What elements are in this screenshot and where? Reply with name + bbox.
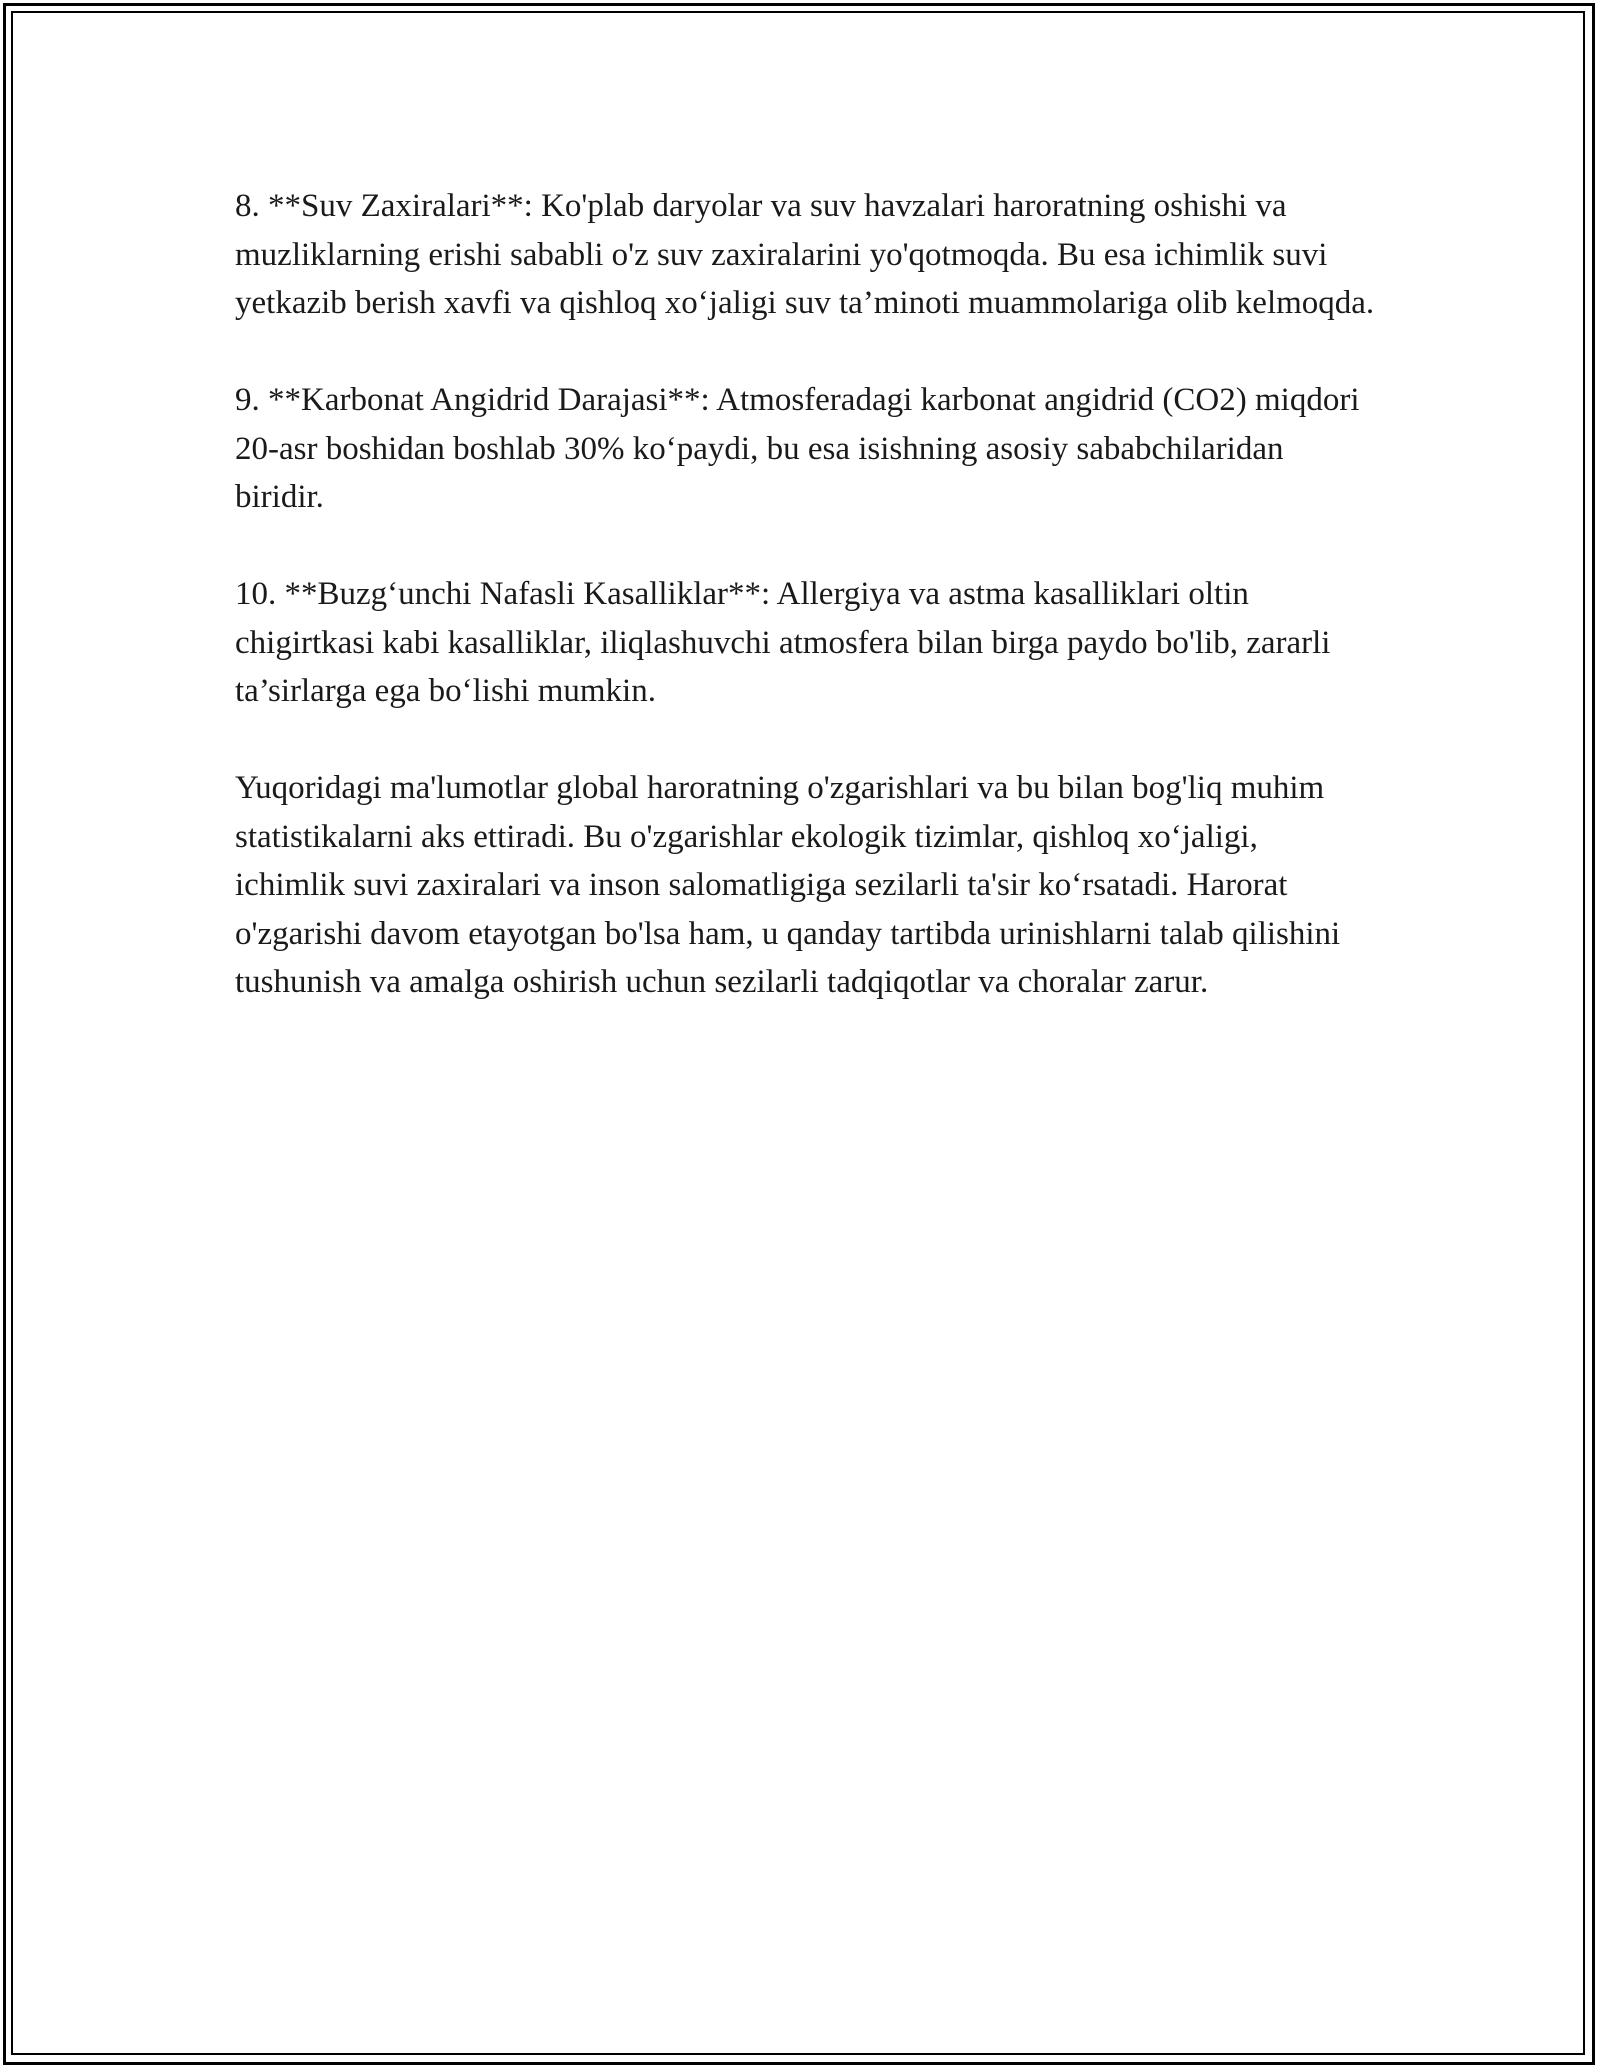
document-body bbox=[235, 182, 1375, 1007]
paragraph-suv-zaxiralari: 8. **Suv Zaxiralari**: Ko'plab daryolar va suv havzalari haroratning oshishi va muzliklarning erishi sababli o'z suv zaxiralarini yo'qotmoqda. Bu esa ichimlik suvi yetkazib berish xavfi va qishloq xo‘jaligi suv ta’minoti muammolariga olib kelmoqda. bbox=[235, 188, 1375, 321]
paragraph-karbonat-angidrid: 9. **Karbonat Angidrid Darajasi**: Atmosferadagi karbonat angidrid (CO2) miqdori 20-asr boshidan boshlab 30% ko‘paydi, bu esa isishning asosiy sababchilaridan biridir. bbox=[235, 382, 1360, 515]
paragraph-nafasli-kasalliklar: 10. **Buzg‘unchi Nafasli Kasalliklar**: Allergiya va astma kasalliklari oltin chigirtkasi kabi kasalliklar, iliqlashuvchi atmosfera bilan birga paydo bo'lib, zararli ta’sirlarga ega bo‘lishi mumkin. bbox=[235, 576, 1331, 709]
paragraph-conclusion: Yuqoridagi ma'lumotlar global haroratning o'zgarishlari va bu bilan bog'liq muhim statistikalarni aks ettiradi. Bu o'zgarishlar ekologik tizimlar, qishloq xo‘jaligi, ichimlik suvi zaxiralari va inson salomatligiga sezilarli ta'sir ko‘rsatadi. Harorat o'zgarishi davom etayotgan bo'lsa ham, u qanday tartibda urinishlarni talab qilishini tushunish va amalga oshirish uchun sezilarli tadqiqotlar va choralar zarur. bbox=[235, 770, 1341, 1000]
